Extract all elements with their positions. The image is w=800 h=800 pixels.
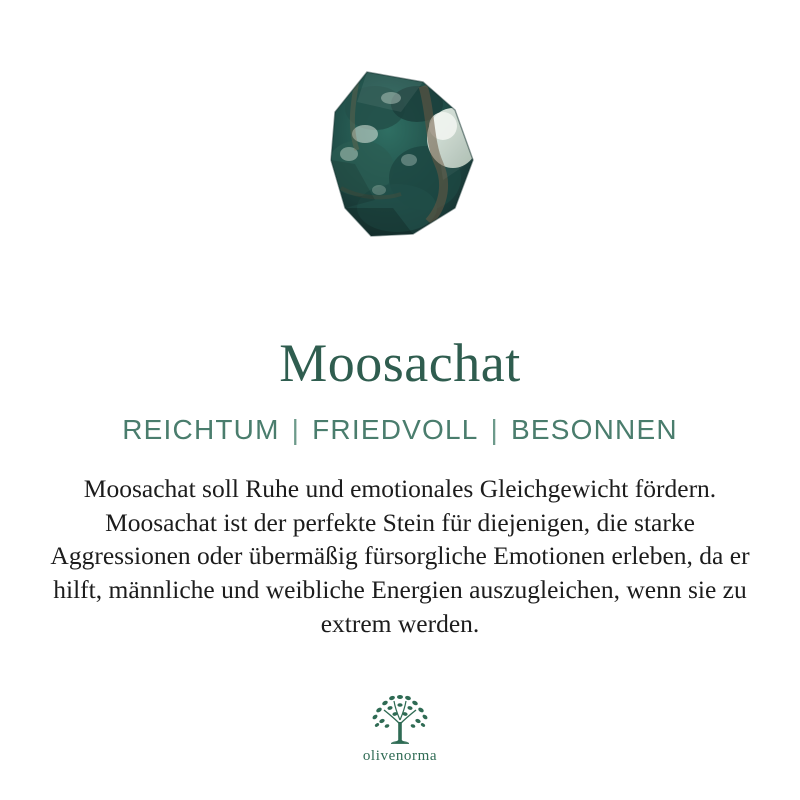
keyword-separator: | (291, 414, 301, 445)
keyword-item-1: REICHTUM (122, 414, 280, 445)
keyword-item-3: BESONNEN (511, 414, 678, 445)
moss-agate-stone-icon (305, 68, 495, 243)
brand-name: olivenorma (362, 747, 438, 764)
olive-tree-icon (361, 688, 439, 750)
page-title: Moosachat (279, 333, 521, 393)
keyword-item-2: FRIEDVOLL (312, 414, 479, 445)
keyword-list (122, 414, 678, 446)
stone-description: Moosachat soll Ruhe und emotionales Gleichgewicht fördern. Moosachat ist der perfekte Stein für diejenigen, die starke Aggressionen oder übermäßig fürsorgliche Emotionen erleben, da er hilft, männliche und weibliche Energien auszugleichen, wenn sie zu extrem werden. (50, 474, 750, 638)
stone-image-container (0, 0, 800, 300)
keyword-separator: | (490, 414, 499, 445)
brand-logo (361, 688, 439, 765)
